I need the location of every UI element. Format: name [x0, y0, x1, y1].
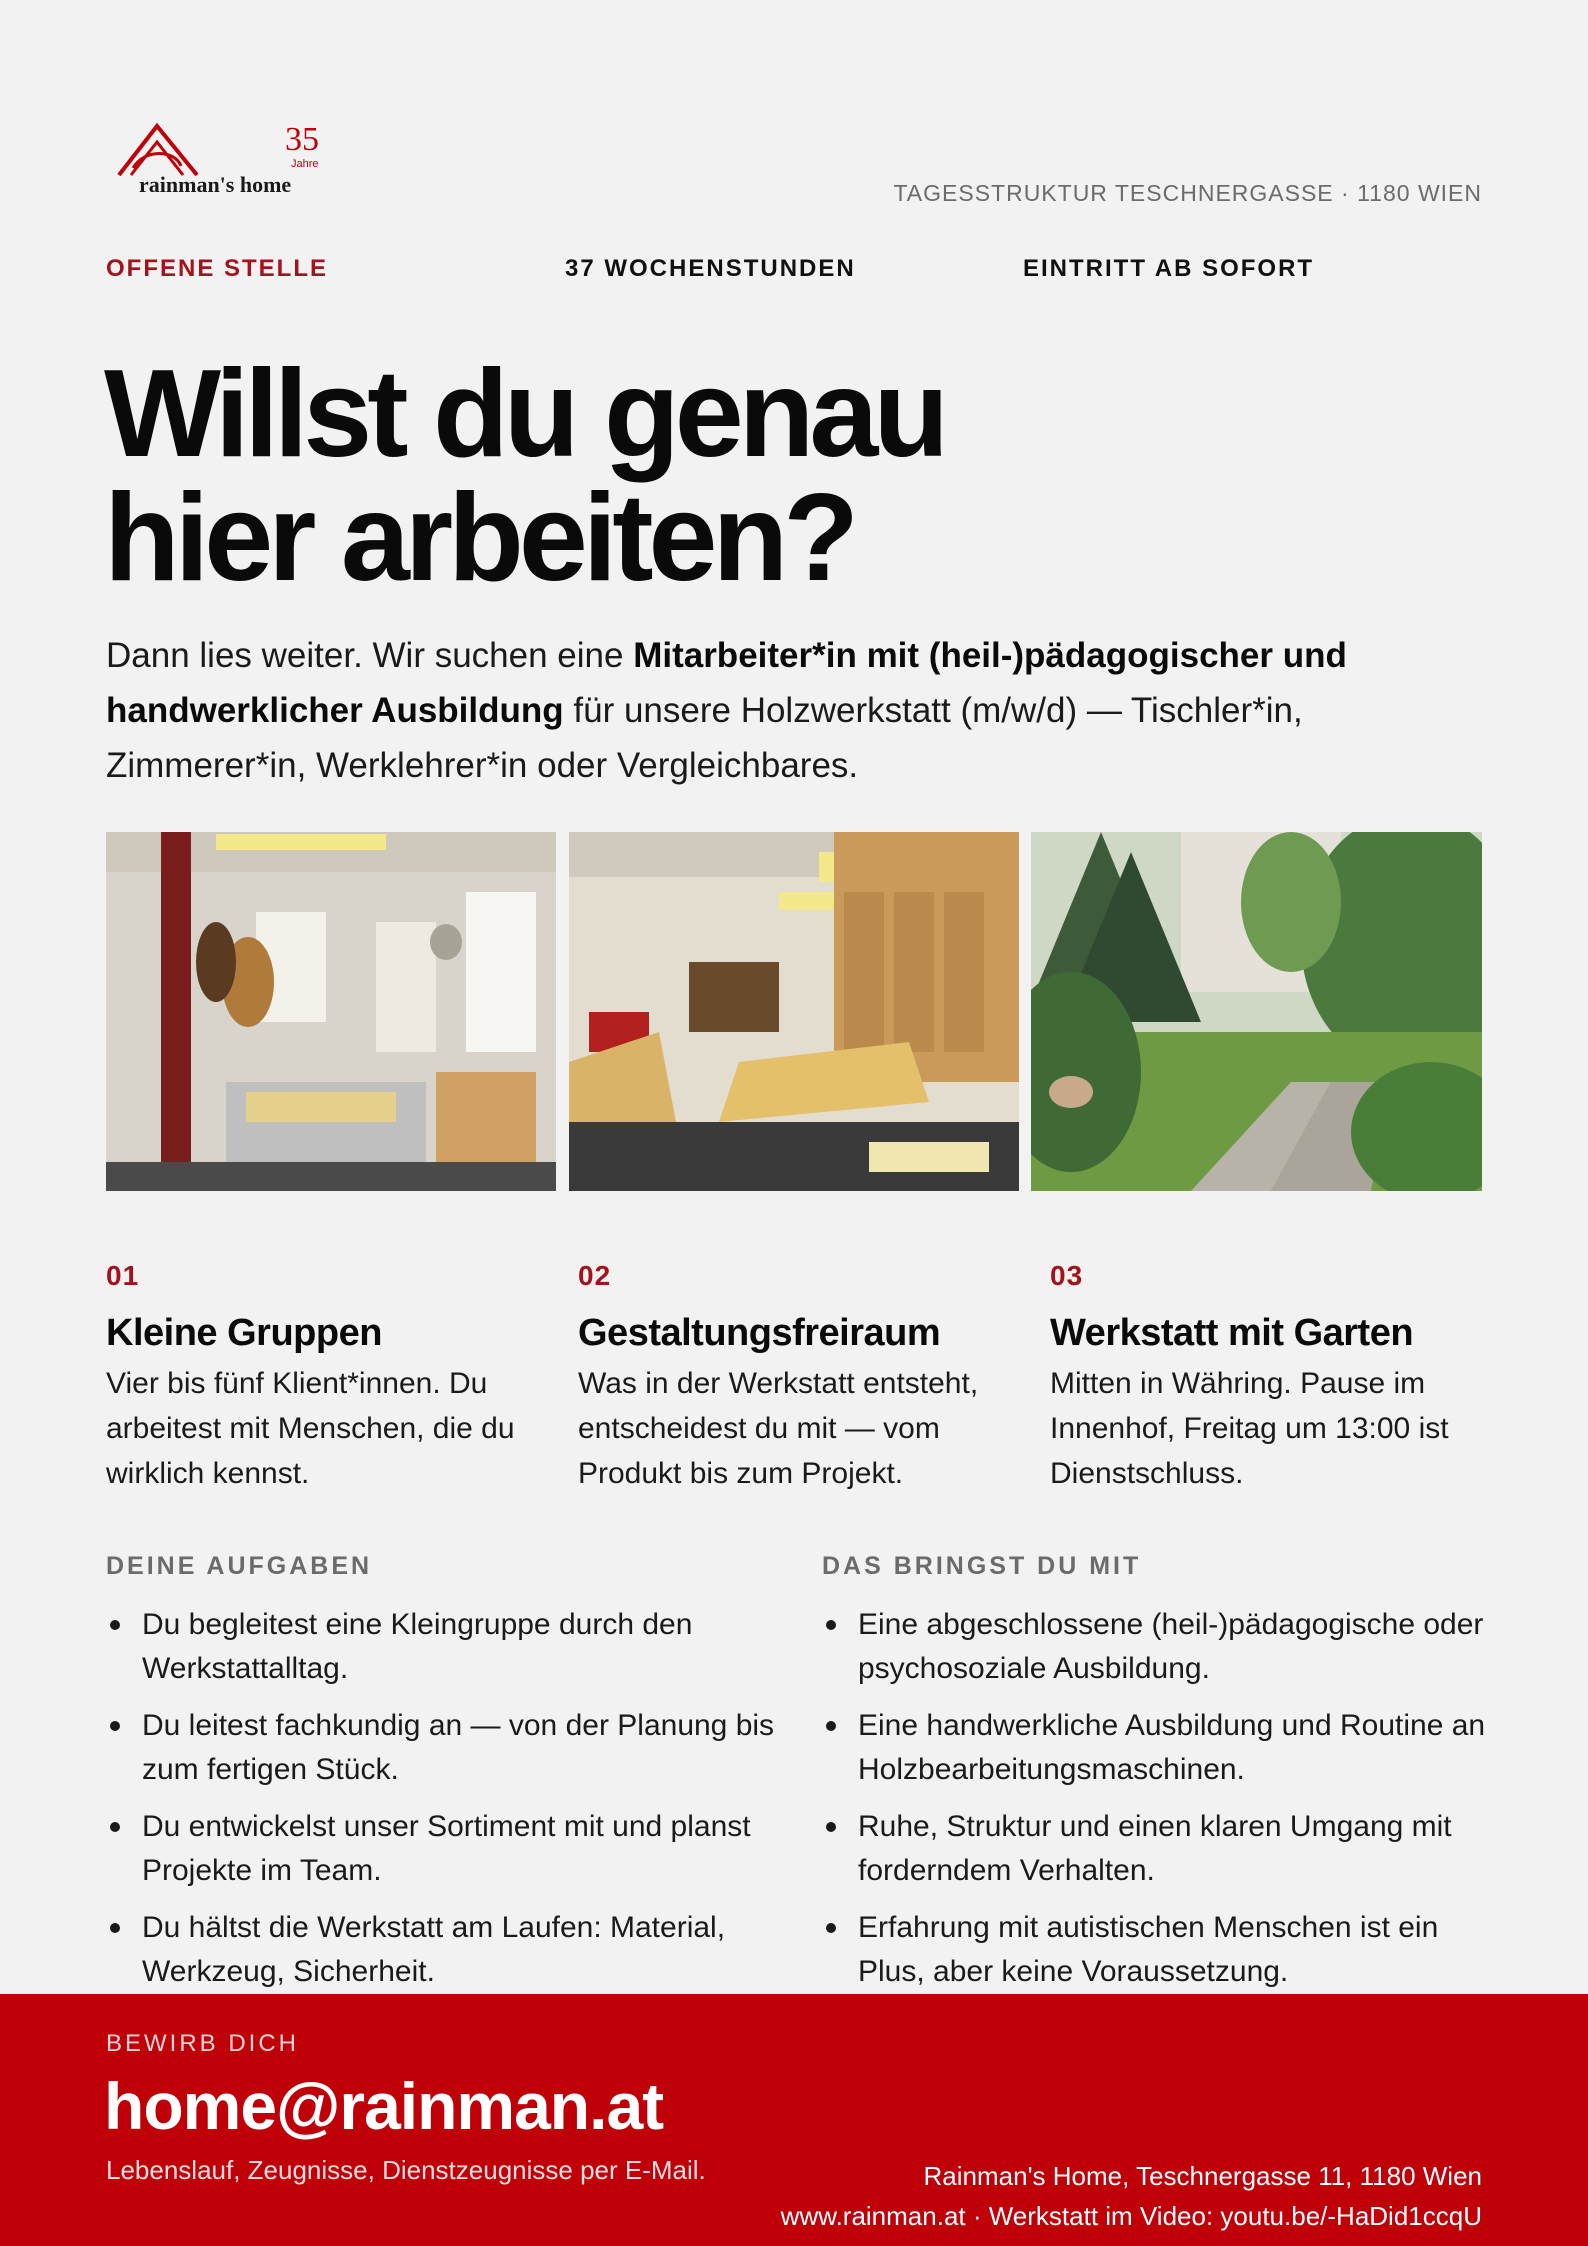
tasks-list: [106, 1603, 776, 1994]
page-title: [104, 345, 1204, 607]
feature-werkstatt-mit-garten: [1050, 1260, 1490, 1496]
tasks-heading: DEINE AUFGABEN: [106, 1552, 373, 1580]
feature-title: Gestaltungsfreiraum: [578, 1312, 941, 1354]
rainmans-home-logo: [115, 120, 335, 200]
feature-number: 01: [106, 1260, 140, 1291]
feature-number: 02: [578, 1260, 612, 1291]
list-item: Eine handwerkliche Ausbildung und Routine an Holzbearbeitungsmaschinen.: [822, 1704, 1492, 1792]
contact-block: [781, 2156, 1482, 2236]
requirements-section: [822, 1552, 1492, 2007]
intro-paragraph: [106, 628, 1486, 793]
workshop-photo-machines: [106, 832, 556, 1191]
list-item: Eine abgeschlossene (heil-)pädagogische oder psychosoziale Ausbildung.: [822, 1603, 1492, 1691]
feature-number: 03: [1050, 1260, 1084, 1291]
contact-address: Rainman's Home, Teschnergasse 11, 1180 Wien: [923, 2161, 1482, 2191]
logo-anniversary-word: Jahre: [291, 158, 319, 170]
logo-anniversary-number: 35: [285, 121, 319, 158]
meta-wochenstunden: 37 WOCHENSTUNDEN: [565, 255, 856, 282]
job-meta-row: [106, 255, 1482, 285]
feature-text: Mitten in Währing. Pause im Innenhof, Freitag um 13:00 ist Dienstschluss.: [1050, 1367, 1449, 1490]
courtyard-garden-photo: [1031, 832, 1482, 1191]
requirements-heading: DAS BRINGST DU MIT: [822, 1552, 1142, 1580]
logo-wordmark: rainman's home: [139, 172, 292, 197]
header-location: TAGESSTRUKTUR TESCHNERGASSE · 1180 WIEN: [893, 180, 1482, 206]
list-item: Du hältst die Werkstatt am Laufen: Material, Werkzeug, Sicherheit.: [106, 1906, 776, 1994]
apply-label: BEWIRB DICH: [106, 2030, 300, 2057]
feature-title: Werkstatt mit Garten: [1050, 1312, 1414, 1354]
feature-gestaltungsfreiraum: [578, 1260, 1018, 1496]
title-line-2: hier arbeiten?: [104, 469, 854, 607]
list-item: Du leitest fachkundig an — von der Planung bis zum fertigen Stück.: [106, 1704, 776, 1792]
feature-text: Was in der Werkstatt entsteht, entscheidest du mit — vom Produkt bis zum Projekt.: [578, 1367, 979, 1490]
meta-offene-stelle: OFFENE STELLE: [106, 255, 329, 282]
meta-eintritt: EINTRITT AB SOFORT: [1023, 255, 1315, 282]
apply-footer: [0, 1994, 1588, 2246]
requirements-list: [822, 1603, 1492, 1994]
intro-text-post: für unsere Holzwerkstatt (m/w/d) — Tischler*in, Zimmerer*in, Werklehrer*in oder Vergleichbares.: [106, 691, 1303, 785]
feature-kleine-gruppen: [106, 1260, 546, 1496]
apply-note: Lebenslauf, Zeugnisse, Dienstzeugnisse per E-Mail.: [106, 2155, 706, 2185]
list-item: Du entwickelst unser Sortiment mit und planst Projekte im Team.: [106, 1805, 776, 1893]
list-item: Du begleitest eine Kleingruppe durch den Werkstattalltag.: [106, 1603, 776, 1691]
intro-text-pre: Dann lies weiter. Wir suchen eine: [106, 636, 634, 675]
tasks-section: [106, 1552, 776, 2007]
contact-links[interactable]: www.rainman.at · Werkstatt im Video: youtu.be/-HaDid1ccqU: [780, 2201, 1482, 2231]
title-line-1: Willst du genau: [104, 345, 945, 483]
workshop-photo-workbenches: [569, 832, 1019, 1191]
list-item: Erfahrung mit autistischen Menschen ist ein Plus, aber keine Voraussetzung.: [822, 1906, 1492, 1994]
feature-text: Vier bis fünf Klient*innen. Du arbeitest mit Menschen, die du wirklich kennst.: [106, 1367, 515, 1490]
feature-title: Kleine Gruppen: [106, 1312, 382, 1354]
intro-text-bold: Mitarbeiter*in mit (heil-)pädagogischer und handwerklicher Ausbildung: [106, 636, 1347, 730]
apply-email-link[interactable]: home@rainman.at: [104, 2069, 664, 2143]
list-item: Ruhe, Struktur und einen klaren Umgang mit forderndem Verhalten.: [822, 1805, 1492, 1893]
